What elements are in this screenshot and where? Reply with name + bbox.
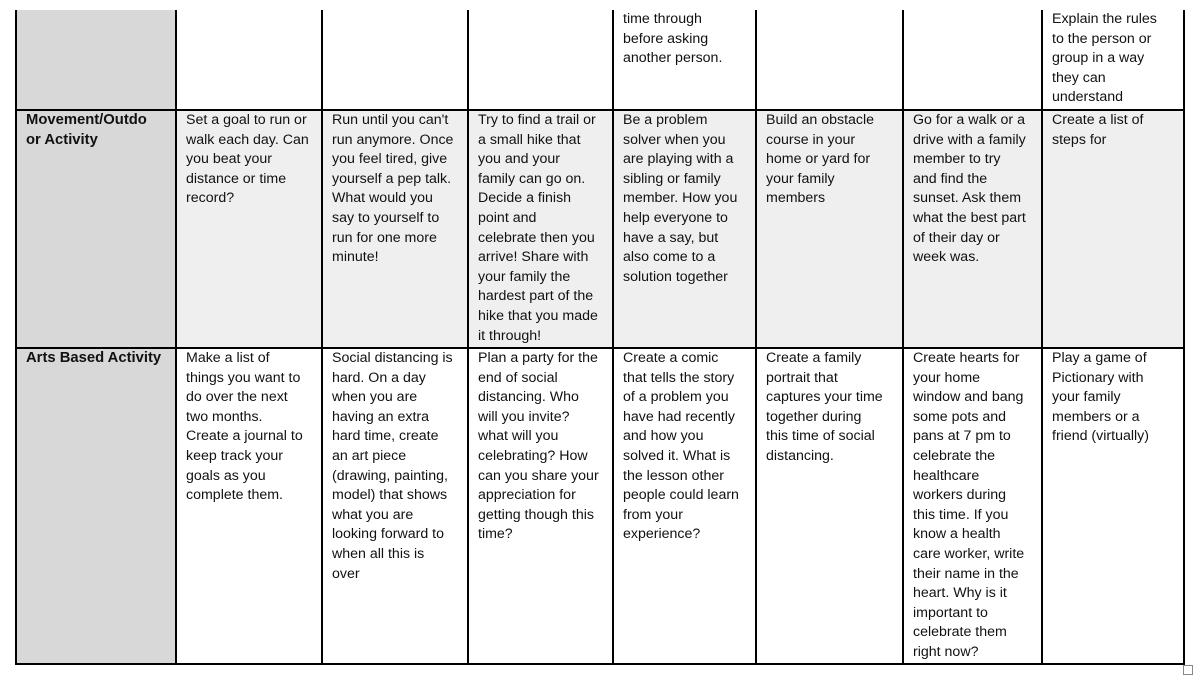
table-cell: time through before asking another person. — [613, 10, 756, 110]
table-cell: Go for a walk or a drive with a family member to try and find the sunset. Ask them what the best part of their day or week was. — [903, 110, 1042, 348]
table-cell: Make a list of things you want to do over the next two months. Create a journal to keep track your goals as you complete them. — [176, 348, 322, 664]
table-cell: Plan a party for the end of social distancing. Who will you invite? what will you celebrating? How can you share your appreciation for getting though this time? — [468, 348, 613, 664]
category-cell — [16, 10, 176, 110]
table-resize-handle[interactable] — [1183, 665, 1193, 675]
table-cell: Try to find a trail or a small hike that you and your family can go on. Decide a finish point and celebrate then you arrive! Share with your family the hardest part of the hike that you made it through! — [468, 110, 613, 348]
table-cell: Run until you can't run anymore. Once you feel tired, give yourself a pep talk. What would you say to yourself to run for one more minute! — [322, 110, 468, 348]
table-row — [16, 348, 1184, 664]
category-cell: Movement/Outdo or Activity — [16, 110, 176, 348]
table-cell: Create a comic that tells the story of a problem you have had recently and how you solved it. What is the lesson other people could learn from your experience? — [613, 348, 756, 664]
table-cell — [903, 10, 1042, 110]
table-cell: Create hearts for your home window and bang some pots and pans at 7 pm to celebrate the healthcare workers during this time. If you know a health care worker, write their name in the heart. Why is it important to celebrate them right now? — [903, 348, 1042, 664]
table-cell: Play a game of Pictionary with your family members or a friend (virtually) — [1042, 348, 1184, 664]
table-cell: Build an obstacle course in your home or yard for your family members — [756, 110, 903, 348]
table-cell: Explain the rules to the person or group in a way they can understand — [1042, 10, 1184, 110]
table-cell — [468, 10, 613, 110]
table-cell: Social distancing is hard. On a day when you are having an extra hard time, create an art piece (drawing, painting, model) that shows what you are looking forward to when all this is over — [322, 348, 468, 664]
table-cell: Set a goal to run or walk each day. Can you beat your distance or time record? — [176, 110, 322, 348]
table-row — [16, 10, 1184, 110]
table-cell: Create a family portrait that captures your time together during this time of social distancing. — [756, 348, 903, 664]
table-cell: Be a problem solver when you are playing with a sibling or family member. How you help everyone to have a say, but also come to a solution together — [613, 110, 756, 348]
activity-table — [15, 10, 1185, 665]
category-cell: Arts Based Activity — [16, 348, 176, 664]
table-cell: Create a list of steps for — [1042, 110, 1184, 348]
table-cell — [176, 10, 322, 110]
table-cell — [756, 10, 903, 110]
table-row — [16, 110, 1184, 348]
table-cell — [322, 10, 468, 110]
